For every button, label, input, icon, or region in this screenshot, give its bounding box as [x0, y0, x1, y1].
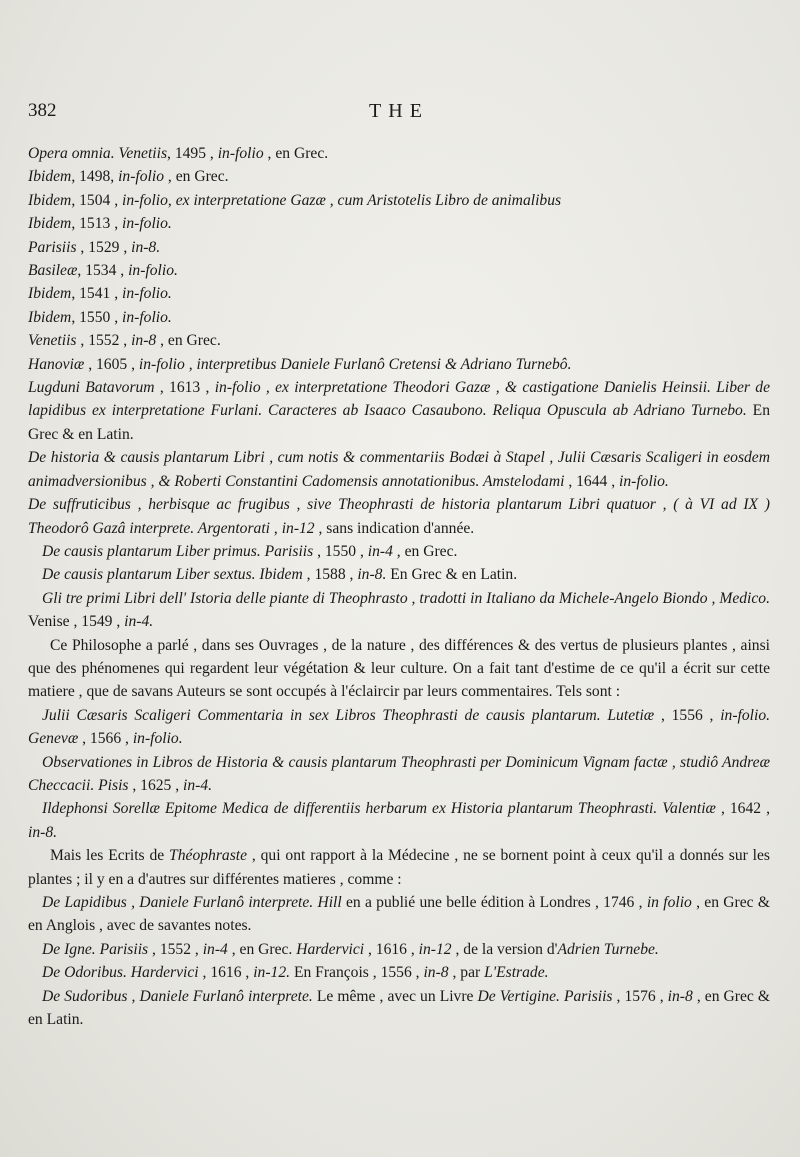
roman-segment: , 1644 ,	[564, 472, 619, 490]
italic-segment: in-folio , interpretibus Daniele Furlanô Cretensi & Adriano Turnebô.	[138, 355, 572, 373]
italic-segment: in-4.	[124, 613, 154, 631]
italic-segment: De causis plantarum Liber primus. Parisiis	[42, 542, 314, 560]
italic-segment: Hanoviæ	[28, 355, 85, 373]
bibliography-entry	[28, 142, 770, 165]
roman-segment: , en Grec.	[156, 332, 221, 350]
roman-segment: , 1556 ,	[654, 706, 721, 724]
page-number: 382	[28, 100, 57, 121]
roman-segment: Venise , 1549 ,	[28, 613, 125, 631]
italic-segment: Ibidem	[28, 308, 72, 326]
roman-segment: , 1625 ,	[128, 776, 184, 794]
italic-segment: in-8	[423, 964, 449, 982]
italic-segment: in-folio	[118, 168, 165, 186]
italic-segment: in-8.	[357, 566, 387, 584]
italic-segment: L'Estrade.	[484, 964, 549, 982]
italic-segment: Observationes in Libros de Historia & causis plantarum Theophrasti per Dominicum Vignam factæ , studiô Andreæ Checcacii. Pisis	[28, 753, 770, 794]
italic-segment: De Odoribus. Hardervici	[42, 964, 199, 982]
italic-segment: in-folio.	[122, 215, 172, 233]
italic-segment: in-folio.	[122, 285, 172, 303]
bibliography-entry	[28, 353, 770, 376]
italic-segment: in-folio.	[132, 730, 183, 748]
italic-segment: De Lapidibus , Daniele Furlanô interprete. Hill	[42, 894, 342, 911]
roman-segment: , sans indication d'année.	[314, 519, 475, 537]
bibliography-entry	[28, 961, 770, 984]
italic-segment: in-12	[281, 519, 315, 537]
italic-segment: Basileæ	[28, 262, 78, 280]
roman-segment: ,	[269, 519, 282, 537]
italic-segment: Hardervici	[296, 940, 365, 958]
bibliography-entry	[28, 259, 770, 282]
bibliography-entry	[28, 189, 770, 212]
roman-segment: , 1616 ,	[364, 940, 419, 958]
bibliography-commentaries	[28, 704, 770, 844]
bibliography-entry	[28, 704, 770, 751]
bibliography-other-works	[28, 891, 770, 1031]
italic-segment: Ibidem	[28, 215, 72, 233]
roman-segment: , 1616 ,	[198, 964, 254, 982]
italic-segment: in-folio , ex interpretatione Theodori Gazæ , & castigatione Danielis Heinsii. Liber de lapidibus ex interpretatione Furlani. Caracteres ab Isaaco Casaubono. Reliqua Opuscula ab Adriano Turnebo.	[28, 379, 770, 420]
roman-segment: , 1504 ,	[71, 191, 122, 209]
roman-segment: , en Grec & en Latin.	[28, 987, 771, 1029]
roman-segment: en a publié une belle édition à Londres , 1746 ,	[341, 894, 647, 911]
bibliography-entry	[28, 282, 770, 305]
italic-segment: in-folio.	[128, 262, 178, 280]
roman-segment: , 1552 ,	[76, 332, 132, 350]
italic-segment: Venetiis	[28, 332, 77, 350]
bibliography-entry	[28, 563, 770, 586]
roman-segment: , 1498,	[71, 168, 119, 186]
italic-segment: ex interpretatione Gazæ , cum Aristotelis Libro de animalibus	[175, 191, 562, 209]
bibliography-entry	[28, 306, 770, 329]
italic-segment: in-4	[367, 542, 393, 560]
roman-segment: , en Grec.	[227, 940, 297, 958]
bibliography-entry	[28, 493, 770, 540]
italic-segment: Ibidem	[28, 168, 72, 186]
bibliography-entry	[28, 797, 770, 844]
bibliography-entry	[28, 985, 770, 1032]
bibliography-entry	[28, 329, 770, 352]
roman-segment: En Grec & en Latin.	[386, 566, 518, 584]
roman-segment: , 1550 ,	[313, 542, 368, 560]
bibliography-entry	[28, 938, 770, 961]
italic-segment: in-4.	[183, 776, 213, 794]
roman-segment: , en Grec.	[164, 168, 229, 186]
italic-segment: Parisiis	[28, 238, 77, 256]
roman-segment: , 1605 ,	[84, 355, 139, 373]
italic-segment: in-8	[131, 332, 157, 350]
italic-segment: in-folio	[122, 191, 168, 209]
bibliography-entry	[28, 446, 770, 493]
roman-segment: , en Grec.	[392, 542, 458, 560]
roman-segment: , 1550 ,	[71, 308, 122, 326]
roman-segment: Le même , avec un Livre	[312, 987, 478, 1005]
roman-segment: , par	[448, 964, 485, 982]
roman-segment: , en Grec & en Anglois , avec de savantes notes.	[28, 894, 771, 935]
roman-segment: , 1541 ,	[71, 285, 122, 303]
italic-segment: De suffruticibus , herbisque ac frugibus , sive Theophrasti de historia plantarum Libri quatuor , ( à VI ad IX ) Theodorô Gazâ interprete. Argentorati	[28, 496, 770, 537]
page-body	[28, 142, 770, 1031]
roman-segment: , en Grec.	[263, 145, 329, 162]
roman-segment: En Grec & en Latin.	[28, 402, 770, 443]
bibliography-entry	[28, 376, 770, 446]
italic-segment: Ibidem	[28, 285, 72, 303]
italic-segment: Théophraste	[169, 847, 248, 865]
roman-segment: , 1576 ,	[612, 987, 668, 1005]
italic-segment: in-folio.	[619, 472, 669, 490]
italic-segment: in-8.	[131, 238, 161, 256]
bibliography-entry	[28, 212, 770, 235]
italic-segment: Ildephonsi Sorellæ Epitome Medica de differentiis herbarum ex Historia plantarum Theophrasti. Valentiæ	[42, 800, 716, 818]
italic-segment: Lugduni Batavorum	[28, 379, 155, 397]
roman-segment: Mais les Ecrits de	[50, 847, 170, 865]
italic-segment: De causis plantarum Liber sextus. Ibidem	[42, 566, 303, 584]
italic-segment: De Igne. Parisiis	[42, 940, 149, 958]
roman-segment: , qui ont rapport à la Médecine , ne se bornent point à ceux qu'il a donnés sur les plantes ; il y en a d'autres sur différentes matieres , comme :	[28, 847, 770, 888]
italic-segment: Adrien Turnebe.	[557, 940, 659, 958]
running-title: THE	[369, 100, 429, 122]
italic-segment: in-folio	[217, 145, 264, 162]
italic-segment: De Sudoribus , Daniele Furlanô interprete.	[42, 987, 313, 1005]
italic-segment: in folio	[646, 894, 692, 911]
roman-segment: ,	[167, 191, 176, 209]
roman-segment: , 1534 ,	[77, 262, 129, 280]
italic-segment: De Vertigine. Parisiis	[477, 987, 613, 1005]
roman-segment: En François , 1556 ,	[290, 964, 424, 982]
italic-segment: in-8.	[28, 823, 58, 841]
italic-segment: in-12	[418, 940, 452, 958]
roman-segment: , 1588 ,	[302, 566, 358, 584]
roman-segment: , 1513 ,	[71, 215, 122, 233]
roman-segment: , 1552 ,	[148, 940, 203, 958]
paragraph-ecrits	[28, 844, 770, 891]
italic-segment: in-folio. Genevæ	[28, 706, 771, 748]
italic-segment: Gli tre primi Libri dell' Istoria delle piante di Theophrasto , tradotti in Italiano da Michele-Angelo Biondo , Medico.	[42, 589, 770, 607]
paragraph-philosophe: Ce Philosophe a parlé , dans ses Ouvrages , de la nature , des différences & des vertus de plusieurs plantes , ainsi que des phénomenes qui regardent leur végétation & leur culture. On a fait tant d'estime de ce qu'il a écrit sur cette matiere , que de savans Auteurs se sont occupés à l'éclaircir par leurs commentaires. Tels sont :	[28, 636, 770, 701]
roman-segment: , 1613 ,	[154, 379, 215, 397]
italic-segment: in-folio.	[122, 308, 172, 326]
bibliography-entry	[28, 165, 770, 188]
roman-segment: , 1529 ,	[76, 238, 132, 256]
italic-segment: Julii Cæsaris Scaligeri Commentaria in sex Libros Theophrasti de causis plantarum. Lutetiæ	[42, 706, 655, 724]
italic-segment: in-8	[667, 987, 693, 1005]
page-header	[28, 100, 770, 130]
italic-segment: Opera omnia. Venetiis	[28, 145, 168, 162]
roman-segment: , 1566 ,	[78, 730, 133, 748]
bibliography-entry	[28, 751, 770, 798]
bibliography-entry	[28, 587, 770, 634]
roman-segment: , de la version d'	[451, 940, 558, 958]
italic-segment: De historia & causis plantarum Libri , cum notis & commentariis Bodæi à Stapel , Julii Cæsaris Scaligeri in eosdem animadversionibus , & Roberti Constantini Cadomensis annotationibus. Amstelodami	[28, 449, 770, 490]
bibliography-entry	[28, 891, 770, 938]
italic-segment: Ibidem	[28, 191, 72, 209]
bibliography-entry	[28, 236, 770, 259]
roman-segment: , 1495 ,	[167, 145, 218, 162]
bibliography-editions	[28, 142, 770, 634]
roman-segment: , 1642 ,	[715, 800, 770, 818]
bibliography-entry	[28, 540, 770, 563]
italic-segment: in-12.	[253, 964, 291, 982]
italic-segment: in-4	[202, 940, 228, 958]
